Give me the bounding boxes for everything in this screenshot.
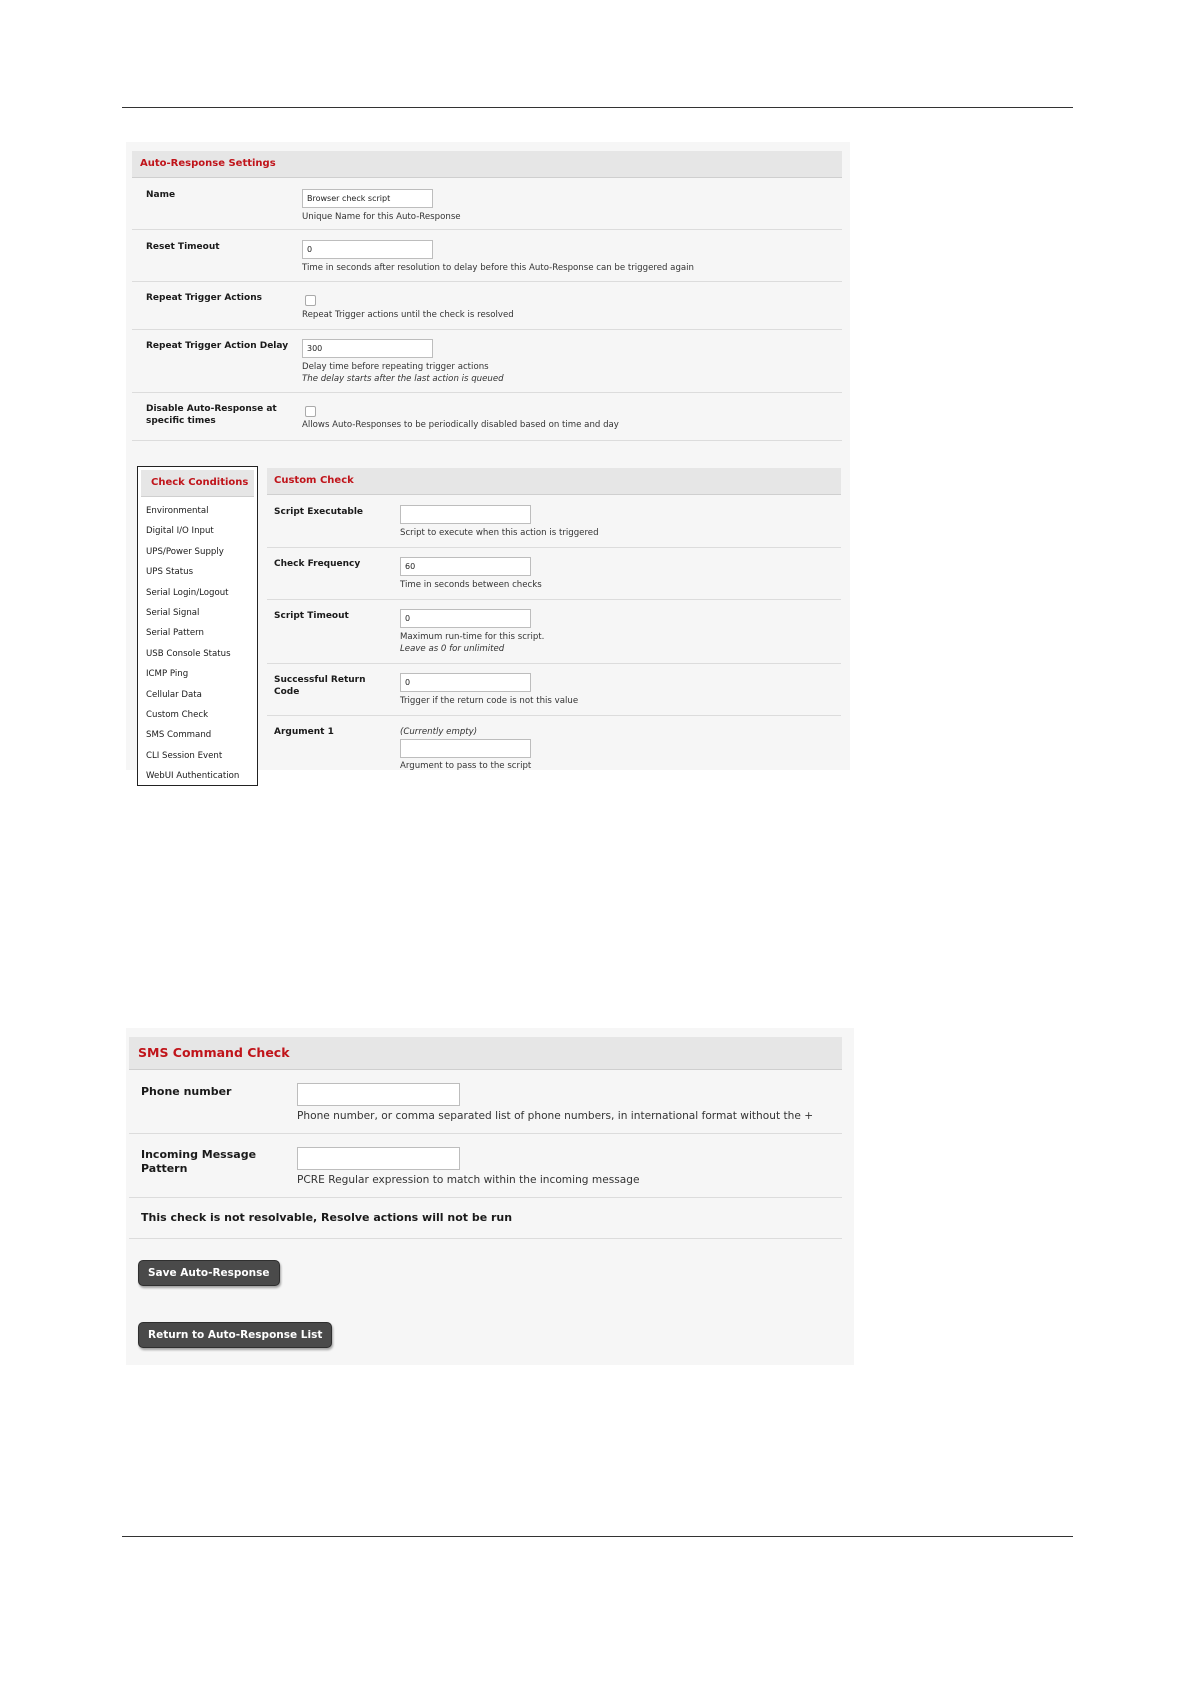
reset-timeout-input[interactable] [302, 240, 433, 259]
repeat-trigger-delay-label: Repeat Trigger Action Delay [146, 341, 289, 351]
not-resolvable-notice: This check is not resolvable, Resolve actions will not be run [141, 1211, 513, 1224]
phone-number-help: Phone number, or comma separated list of phone numbers, in international format without the + [297, 1110, 814, 1122]
check-condition-item[interactable]: WebUI Authentication [146, 771, 240, 782]
reset-timeout-help: Time in seconds after resolution to delay before this Auto-Response can be triggered again [302, 263, 695, 273]
check-frequency-row [267, 548, 841, 600]
check-condition-item[interactable]: Digital I/O Input [146, 526, 214, 537]
check-condition-item[interactable]: ICMP Ping [146, 669, 189, 680]
incoming-pattern-label: Incoming Message Pattern [141, 1148, 257, 1176]
name-label: Name [146, 190, 176, 200]
script-executable-row [267, 495, 841, 548]
phone-number-label: Phone number [141, 1085, 232, 1098]
phone-number-row [129, 1070, 842, 1134]
successful-return-input[interactable] [400, 673, 531, 692]
successful-return-label: Successful Return Code [274, 675, 366, 697]
footer-rule [122, 1536, 1073, 1537]
check-condition-item[interactable]: Serial Pattern [146, 628, 204, 639]
argument1-row [267, 716, 841, 776]
successful-return-help: Trigger if the return code is not this value [400, 696, 579, 706]
repeat-trigger-delay-row [132, 330, 842, 393]
script-timeout-note: Leave as 0 for unlimited [400, 644, 505, 654]
check-frequency-help: Time in seconds between checks [400, 580, 542, 590]
auto-response-settings-header: Auto-Response Settings [132, 151, 842, 178]
name-row [132, 178, 842, 230]
check-conditions-header: Check Conditions [141, 470, 254, 497]
argument1-help: Argument to pass to the script [400, 761, 532, 771]
check-condition-item[interactable]: Environmental [146, 506, 209, 516]
check-condition-item[interactable]: CLI Session Event [146, 750, 223, 761]
repeat-trigger-actions-help: Repeat Trigger actions until the check is resolved [302, 310, 514, 320]
incoming-pattern-row [129, 1134, 842, 1198]
disable-specific-times-row [132, 393, 842, 441]
repeat-trigger-actions-row [132, 282, 842, 330]
check-condition-item[interactable]: USB Console Status [146, 648, 231, 659]
disable-specific-times-label: Disable Auto-Response at specific times [146, 404, 277, 426]
reset-timeout-label: Reset Timeout [146, 242, 220, 252]
sms-command-check-header: SMS Command Check [129, 1037, 842, 1070]
repeat-trigger-delay-input[interactable] [302, 339, 433, 358]
script-timeout-input[interactable] [400, 609, 531, 628]
script-executable-help: Script to execute when this action is triggered [400, 528, 599, 538]
check-condition-item[interactable]: Cellular Data [146, 689, 202, 700]
save-auto-response-button[interactable]: Save Auto-Response [138, 1260, 280, 1286]
phone-number-input[interactable] [297, 1083, 460, 1106]
header-rule [122, 107, 1073, 108]
argument1-input[interactable] [400, 739, 531, 758]
script-timeout-label: Script Timeout [274, 611, 349, 621]
return-to-list-button[interactable]: Return to Auto-Response List [138, 1322, 332, 1348]
custom-check-panel [267, 468, 841, 770]
check-condition-item[interactable]: UPS/Power Supply [146, 546, 224, 557]
check-condition-item[interactable]: Serial Login/Logout [146, 587, 229, 598]
check-conditions-list [138, 497, 257, 786]
repeat-trigger-actions-label: Repeat Trigger Actions [146, 293, 262, 303]
name-help: Unique Name for this Auto-Response [302, 212, 461, 222]
reset-timeout-row [132, 230, 842, 282]
incoming-pattern-input[interactable] [297, 1147, 460, 1170]
name-input[interactable] [302, 189, 433, 208]
check-frequency-label: Check Frequency [274, 559, 361, 569]
repeat-trigger-delay-help: Delay time before repeating trigger actions [302, 362, 489, 372]
check-frequency-input[interactable] [400, 557, 531, 576]
check-condition-item[interactable]: SMS Command [146, 730, 212, 741]
repeat-trigger-actions-checkbox[interactable] [305, 295, 316, 306]
argument1-current: (Currently empty) [400, 727, 478, 737]
script-executable-label: Script Executable [274, 507, 364, 517]
check-condition-item[interactable]: Custom Check [146, 709, 209, 720]
check-condition-item[interactable]: Serial Signal [146, 607, 200, 618]
argument1-label: Argument 1 [274, 727, 334, 737]
disable-specific-times-help: Allows Auto-Responses to be periodically disabled based on time and day [302, 420, 619, 430]
script-timeout-row [267, 600, 841, 664]
script-executable-input[interactable] [400, 505, 531, 524]
sms-command-check-screenshot [126, 1028, 854, 1365]
check-conditions-panel [137, 466, 258, 786]
repeat-trigger-delay-note: The delay starts after the last action is queued [302, 374, 504, 384]
check-condition-item[interactable]: UPS Status [146, 567, 194, 578]
disable-specific-times-checkbox[interactable] [305, 406, 316, 417]
successful-return-row [267, 664, 841, 716]
script-timeout-help: Maximum run-time for this script. [400, 632, 545, 642]
incoming-pattern-help: PCRE Regular expression to match within the incoming message [297, 1174, 640, 1186]
not-resolvable-row [129, 1198, 842, 1239]
custom-check-header: Custom Check [267, 468, 841, 495]
